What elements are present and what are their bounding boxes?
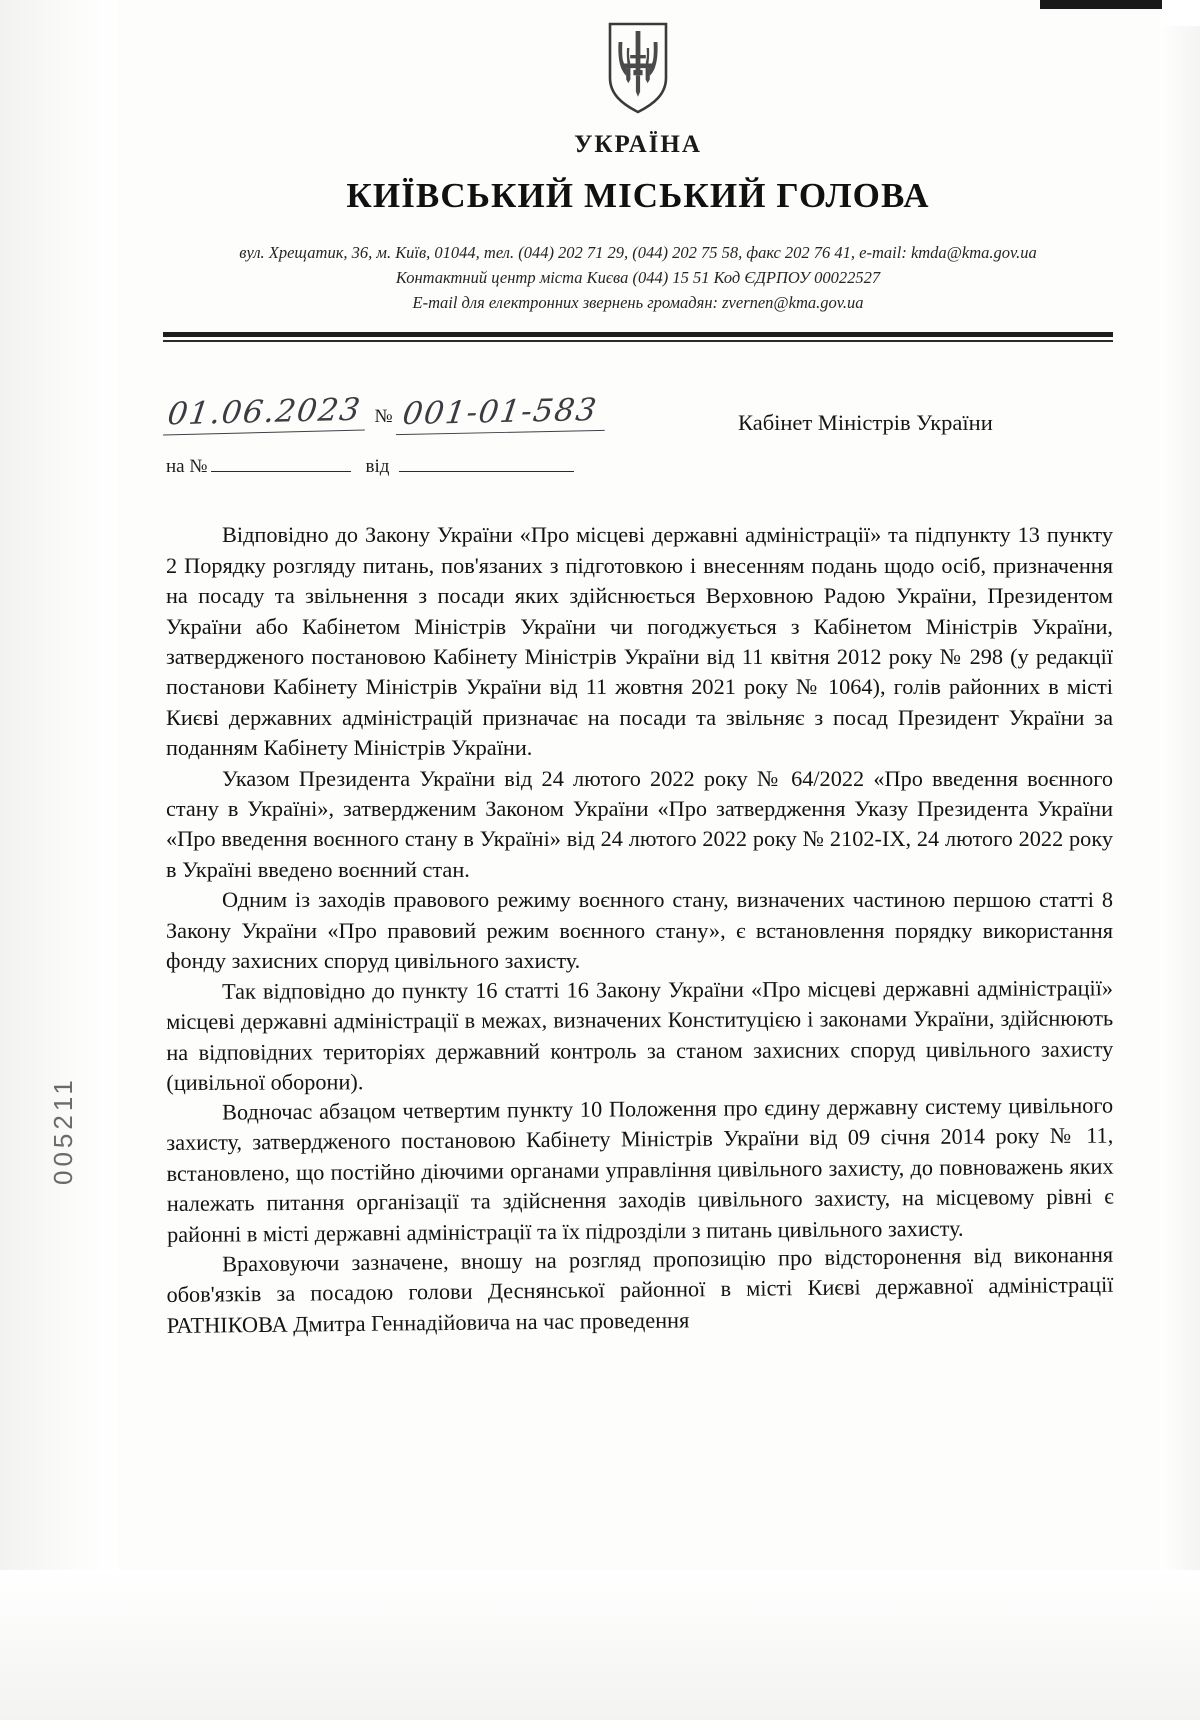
contact-line-center: Контактний центр міста Києва (044) 15 51 Код ЄДРПОУ 00022527 bbox=[395, 268, 881, 288]
divider-thin-rule bbox=[163, 340, 1113, 342]
number-sign-label: № bbox=[374, 406, 393, 428]
scan-corner-fold bbox=[1162, 0, 1200, 26]
archive-stamp-number: 005211 bbox=[48, 1076, 78, 1185]
addressee: Кабінет Міністрів України bbox=[738, 410, 993, 436]
body-paragraph: Так відповідно до пункту 16 статті 16 Закону України «Про місцеві державні адміністрації» місцеві державні адміністрації в межах, визначених Конституцією і законами України, здійснюють на відповідних територіях державний контроль за станом захисних споруд цивільного захисту (цивільної оборони). bbox=[166, 974, 1114, 1095]
body-paragraph: Враховуючи зазначене, вношу на розгляд пропозицію про відсторонення від виконання обов'язків за посадою голови Деснянської районної в місті Києві державної адміністрації РАТНІКОВА Дмитра Геннадійовича на час проведення bbox=[166, 1242, 1114, 1339]
incoming-reference-line bbox=[166, 456, 574, 478]
contact-line-address: вул. Хрещатик, 36, м. Київ, 01044, тел. (044) 202 71 29, (044) 202 75 58, факс 202 76 41, e-mail: kmda@kma.gov.ua bbox=[239, 243, 1037, 262]
reference-block bbox=[118, 386, 1158, 496]
document-content bbox=[118, 0, 1158, 1720]
outgoing-reference-line bbox=[165, 391, 606, 433]
body-paragraph: Указом Президента України від 24 лютого 2022 року № 64/2022 «Про введення воєнного стану в Україні», затвердженим Законом України «Про затвердження Указу Президента України «Про введення воєнного стану в Україні» від 24 лютого 2022 року № 2102-ІХ, 24 лютого 2022 року в Україні введено воєнний стан. bbox=[166, 765, 1113, 882]
from-label: від bbox=[365, 456, 390, 478]
contact-line-email: E-mail для електронних звернень громадян: zvernen@kma.gov.ua bbox=[412, 293, 864, 313]
handwritten-document-number: 001-01-583 bbox=[396, 392, 610, 435]
scan-edge-right bbox=[1160, 0, 1200, 1720]
letter-body bbox=[118, 520, 1158, 1341]
on-ref-blank bbox=[211, 457, 351, 472]
from-date-blank bbox=[399, 457, 574, 472]
on-ref-label: на № bbox=[166, 456, 208, 478]
header-divider bbox=[118, 332, 1158, 342]
country-title: УКРАЇНА bbox=[574, 131, 702, 158]
ukrainian-tryzub-coat-of-arms-icon bbox=[606, 22, 670, 114]
contact-details bbox=[118, 240, 1158, 315]
handwritten-date: 01.06.2023 bbox=[163, 392, 369, 436]
body-paragraph: Відповідно до Закону України «Про місцеві державні адміністрації» та підпункту 13 пункту 2 Порядку розгляду питань, пов'язаних з підготовкою і внесенням подань щодо осіб, призначення на посаду та звільнення з посади яких здійснюється Верховною Радою України, Президентом України або Кабінетом Міністрів України чи погоджується з Кабінетом Міністрів України, затвердженого постановою Кабінету Міністрів України від 11 квітня 2012 року № 298 (у редакції постанови Кабінету Міністрів України від 11 жовтня 2021 року № 1064), голів районних в місті Києві державних адміністрацій призначає на посади та звільняє з посад Президент України за поданням Кабінету Міністрів України. bbox=[166, 522, 1113, 761]
divider-thick-rule bbox=[163, 332, 1113, 337]
office-title: КИЇВСЬКИЙ МІСЬКИЙ ГОЛОВА bbox=[346, 176, 930, 215]
emblem-container bbox=[118, 0, 1158, 119]
body-paragraph: Одним із заходів правового режиму воєнного стану, визначених частиною першою статті 8 Закону України «Про правовий режим воєнного стану», є встановлення порядку використання фонду захисних споруд цивільного захисту. bbox=[166, 887, 1113, 974]
body-paragraph: Водночас абзацом четвертим пункту 10 Положення про єдину державну систему цивільного захисту, затвердженого постановою Кабінету Міністрів України від 09 січня 2014 року № 11, встановлено, що постійно діючими органами управління цивільного захисту, до повноважень яких належать питання організації та здійснення заходів цивільного захисту, на місцевому рівні є районні в місті державні адміністрації та їх підрозділи з питань цивільного захисту. bbox=[166, 1092, 1114, 1247]
scan-edge-left bbox=[0, 0, 118, 1720]
